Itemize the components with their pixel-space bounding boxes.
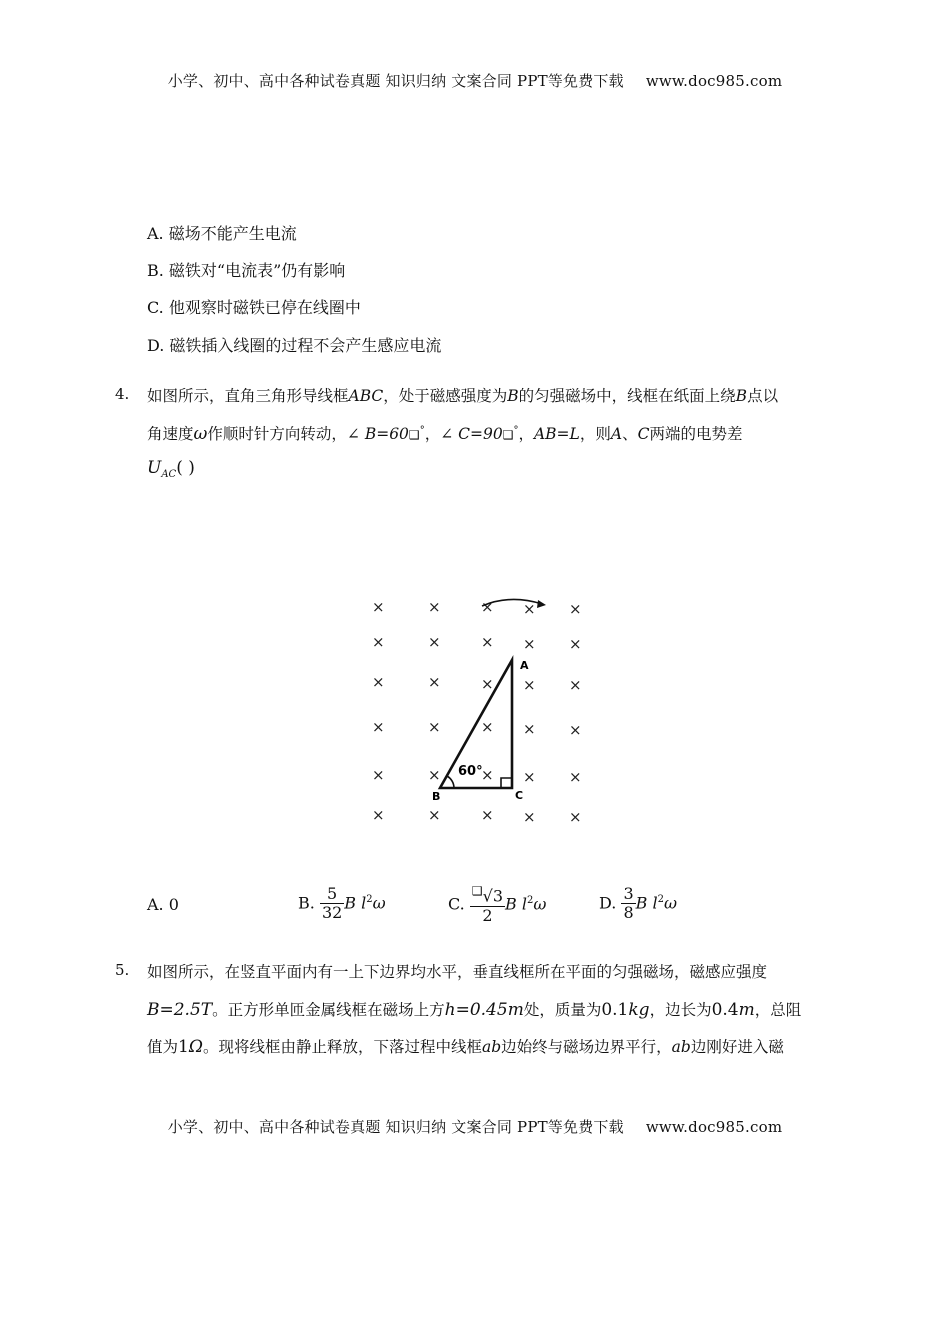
field-cross: ×: [523, 720, 536, 738]
degree-sign: °: [513, 424, 519, 436]
fraction: [470, 885, 505, 925]
q5-line-3: [147, 1035, 784, 1057]
q3-option-d: D. 磁铁插入线圈的过程不会产生感应电流: [147, 336, 442, 355]
field-cross: ×: [481, 718, 494, 736]
q4-number: 4.: [115, 385, 130, 403]
q5-number: 5.: [115, 961, 130, 979]
placeholder-box-icon: ❑: [408, 428, 420, 442]
q5-unit-m: m: [507, 1000, 524, 1020]
q5-line-2: [147, 998, 801, 1020]
expr-omega: ω: [663, 893, 678, 913]
arrowhead-icon: [537, 600, 546, 608]
q5-line-1: 如图所示，在竖直平面内有一上下边界均水平，垂直线框所在平面的匀强磁场，磁感应强度: [147, 963, 768, 981]
q5-edge-ab: ab: [481, 1038, 502, 1056]
q4-ab-length: AB=L: [533, 425, 580, 443]
q5-mass: 0.1: [601, 1000, 629, 1020]
field-cross: ×: [523, 768, 536, 786]
field-cross: ×: [428, 718, 441, 736]
fraction: [621, 885, 635, 923]
field-cross: ×: [569, 768, 582, 786]
q3-option-b: B. 磁铁对“电流表”仍有影响: [147, 261, 346, 280]
header-url[interactable]: www.doc985.com: [645, 72, 783, 90]
label-a: A: [520, 659, 529, 672]
field-cross: ×: [523, 676, 536, 694]
q4-abc: ABC: [348, 387, 384, 405]
label-b: B: [432, 790, 441, 803]
q4-text: 如图所示，直角三角形导线框: [147, 387, 349, 405]
q4-answer-c: [448, 885, 546, 925]
angle-label: 60°: [458, 764, 483, 779]
q4-text: 作顺时针方向转动，: [207, 425, 347, 443]
label-c: C: [515, 789, 524, 802]
expr-l: l: [521, 894, 527, 914]
q5-text: 边始终与磁场边界平行，: [501, 1038, 672, 1056]
degree-sign: °: [419, 424, 425, 436]
field-cross: ×: [372, 718, 385, 736]
field-cross: ×: [481, 766, 494, 784]
placeholder-box-icon: ❑: [471, 884, 483, 898]
field-cross: ×: [428, 673, 441, 691]
q4-text: 点以: [747, 387, 779, 405]
field-cross: ×: [481, 633, 494, 651]
field-cross: ×: [372, 633, 385, 651]
field-cross: ×: [569, 635, 582, 653]
field-cross: ×: [523, 600, 536, 618]
q4-u: U: [147, 458, 162, 478]
denominator: 2: [482, 905, 493, 925]
q4-omega: ω: [193, 424, 208, 444]
answer-label: D.: [599, 893, 617, 913]
q5-b-value: B=2.5: [147, 1000, 201, 1020]
magnetic-field-crosses: [372, 598, 582, 826]
fraction: [320, 885, 344, 923]
q4-b-symbol: B: [507, 387, 519, 405]
q4-angle-c: ∠ C=90: [440, 425, 503, 443]
numerator: 3: [623, 884, 634, 903]
field-cross: ×: [569, 600, 582, 618]
q5-text: 值为: [147, 1038, 179, 1056]
q5-text: 。正方形单匝金属线框在磁场上方: [212, 1001, 445, 1019]
q4-u-subscript: AC: [161, 469, 177, 481]
q4-line-1: [147, 384, 778, 406]
q4-text: 角速度: [147, 425, 194, 443]
expr-b: B: [344, 893, 357, 913]
field-cross: ×: [523, 635, 536, 653]
answer-label: B.: [298, 893, 315, 913]
answer-label: C.: [448, 894, 465, 914]
field-cross: ×: [569, 721, 582, 739]
page-footer: [0, 1116, 950, 1137]
page-header: [0, 70, 950, 91]
denominator: 32: [321, 903, 343, 923]
expr-omega: ω: [372, 893, 386, 913]
q4-answer-b: [298, 885, 386, 923]
expr-b: B: [505, 894, 517, 914]
expr-exponent: 2: [366, 894, 373, 906]
footer-text: 小学、初中、高中各种试卷真题 知识归纳 文案合同 PPT等免费下载: [167, 1118, 624, 1136]
numerator: 5: [320, 885, 344, 904]
q4-answer-a: A. 0: [147, 895, 179, 914]
q4-point-a: A: [610, 425, 623, 443]
field-cross: ×: [372, 806, 385, 824]
field-cross: ×: [569, 808, 582, 826]
q5-text: 。现将线框由静止释放，下落过程中线框: [202, 1038, 482, 1056]
q4-point-c: C: [637, 425, 650, 443]
field-cross: ×: [372, 598, 385, 616]
q4-text: ，: [424, 425, 441, 443]
expr-exponent: 2: [657, 894, 664, 906]
q4-answer-d: [599, 885, 677, 923]
q5-text: 边刚好进入磁: [690, 1038, 784, 1056]
field-cross: ×: [428, 806, 441, 824]
q4-line-2: [147, 422, 742, 444]
q5-unit-m: m: [738, 1000, 755, 1020]
q4-text: ，处于磁感强度为: [383, 387, 508, 405]
field-cross: ×: [481, 675, 494, 693]
field-cross: ×: [481, 806, 494, 824]
q4-b-symbol: B: [735, 387, 748, 405]
q5-text: 处，质量为: [523, 1001, 602, 1019]
placeholder-box-icon: ❑: [502, 428, 514, 442]
q4-angle-b: ∠ B=60: [346, 425, 409, 443]
sqrt-three: √3: [482, 886, 503, 906]
right-angle-mark: [501, 778, 512, 788]
field-cross: ×: [569, 676, 582, 694]
field-cross: ×: [428, 633, 441, 651]
q5-length: 0.4: [711, 1000, 739, 1020]
q4-text: ，则: [579, 425, 611, 443]
field-cross: ×: [428, 766, 441, 784]
q4-line-3: [147, 458, 195, 480]
expr-omega: ω: [533, 894, 547, 914]
q5-resistance: 1: [178, 1037, 189, 1057]
field-cross: ×: [372, 766, 385, 784]
q5-edge-ab: ab: [671, 1038, 691, 1056]
expr-l: l: [361, 893, 367, 913]
q5-unit-ohm: Ω: [188, 1037, 203, 1057]
q5-unit-t: T: [200, 1000, 213, 1020]
q4-text: 、: [622, 425, 638, 443]
angle-arc: [447, 776, 454, 788]
q3-option-c: C. 他观察时磁铁已停在线圈中: [147, 298, 361, 317]
q4-text: ，: [518, 425, 534, 443]
q5-unit-kg: kg: [628, 1000, 650, 1020]
expr-b: B: [635, 893, 648, 913]
field-cross: ×: [523, 808, 536, 826]
footer-url[interactable]: www.doc985.com: [645, 1118, 783, 1136]
q3-option-a: A. 磁场不能产生电流: [147, 224, 297, 243]
q4-text: 两端的电势差: [649, 425, 743, 443]
denominator: 8: [623, 903, 634, 923]
numerator: [470, 885, 505, 907]
q4-text: 的匀强磁场中，线框在纸面上绕: [518, 387, 736, 405]
header-text: 小学、初中、高中各种试卷真题 知识归纳 文案合同 PPT等免费下载: [167, 72, 624, 90]
q4-figure: [360, 592, 600, 832]
field-cross: ×: [481, 598, 494, 616]
field-cross: ×: [372, 673, 385, 691]
expr-exponent: 2: [526, 895, 534, 907]
q5-text: ，边长为: [649, 1001, 712, 1019]
q4-answer-blank: ( ): [176, 458, 195, 478]
q5-h-value: h=0.45: [444, 1000, 508, 1020]
expr-l: l: [652, 893, 658, 913]
q5-text: ，总阻: [754, 1001, 802, 1019]
field-cross: ×: [428, 598, 441, 616]
